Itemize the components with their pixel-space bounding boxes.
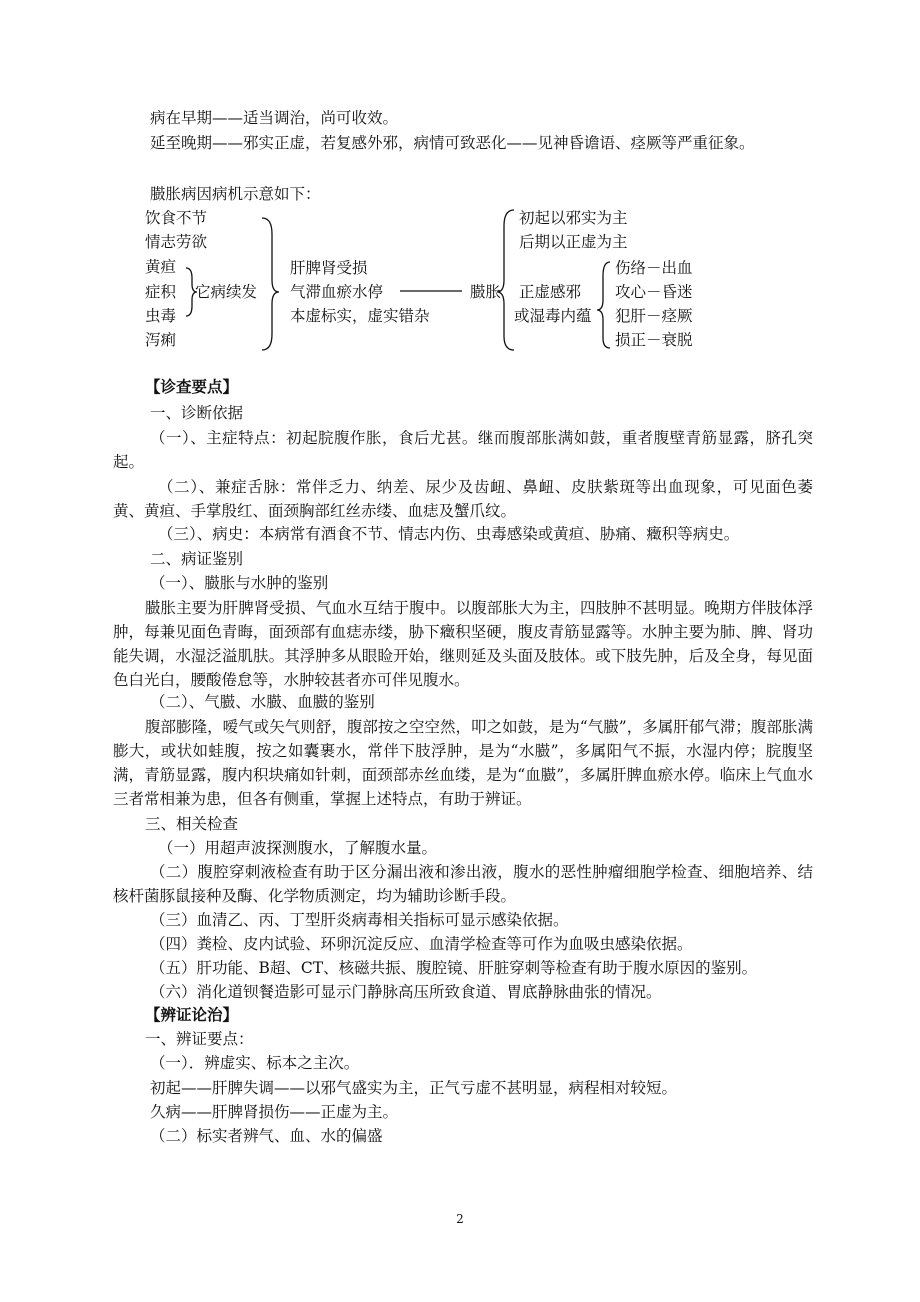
page-number: 2 [456,1212,464,1226]
diff2-title: （二）、气臌、水臌、血臌的鉴别 [150,693,375,711]
outcome-bleeding: 伤络－出血 [615,259,693,277]
disease-mass: 症积 [145,283,177,301]
treat-point-2: （二）标实者辨气、血、水的偏盛 [150,1127,383,1145]
test-item-5: （五）肝功能、B超、CT、核磁共振、腹腔镜、肝脏穿刺等检查有助于腹水原因的鉴别。 [150,959,758,977]
stage-early: 初起以邪实为主 [519,209,628,227]
treat-point-1: （一）．辨虚实、标本之主次。 [150,1054,360,1072]
diff-heading: 二、病证鉴别 [150,550,244,568]
brace-causes [262,218,279,350]
tongue-pulse-paragraph: （二）、兼症舌脉：常伴乏力、纳差、尿少及齿衄、鼻衄、皮肤紫斑等出血现象，可见面色萎黄、黄疸、手掌殷红、面颈胸部红丝赤缕、血痣及蟹爪纹。 [113,478,813,520]
outcome-coma: 攻心－昏迷 [615,283,693,301]
brace-stages [497,210,514,350]
complication-cause-2: 或湿毒内蕴 [514,307,592,325]
outcome-convulsion: 犯肝－痉厥 [615,307,693,325]
test-item-4: （四）粪检、皮内试验、环卵沉淀反应、血清学检查等可作为血吸虫感染依据。 [150,935,693,953]
intro-early-line: 病在早期——适当调治，尚可收效。 [150,109,399,127]
test-item-3: （三）血清乙、丙、丁型肝炎病毒相关指标可显示感染依据。 [150,911,569,929]
exam-heading: 【诊查要点】 [145,377,239,396]
diag-basis-heading: 一、诊断依据 [150,404,244,422]
mechanism-organ-damage: 肝脾肾受损 [290,259,368,277]
outcome-collapse: 损正－衰脱 [615,331,693,349]
mechanism-stagnation: 气滞血瘀水停 [290,283,384,301]
stage-late: 后期以正虚为主 [519,233,628,251]
diff1-title: （一）、臌胀与水肿的鉴别 [150,574,329,592]
history-line: （三）、病史：本病常有酒食不节、情志内伤、虫毒感染或黄疸、胁痛、癥积等病史。 [158,525,740,543]
diff2-paragraph: 腹部膨隆，嗳气或矢气则舒，腹部按之空空然，叩之如鼓，是为“气臌”，多属肝郁气滞；腹部胀满膨大，或状如蛙腹，按之如囊裹水，常伴下肢浮肿，是为“水臌”，多属阳气不振，水湿内停；脘腹坚满，青筋显露，腹内积块痛如针刺，面颈部赤丝血缕，是为“血臌”，多属肝脾血瘀水停。临床上气血水三者常相兼为患，但各有侧重，掌握上述特点，有助于辨证。 [113,718,813,808]
other-disease-label: 它病续发 [195,283,258,301]
disease-jaundice: 黄疸 [145,258,177,276]
treat-early-line: 初起——肝脾失调——以邪气盛实为主，正气亏虚不甚明显，病程相对较短。 [150,1079,678,1097]
diagram-braces [0,0,920,400]
treat-points-heading: 一、辨证要点： [145,1030,254,1048]
main-symptoms-paragraph: （一）、主症特点：初起脘腹作胀，食后尤甚。继而腹部胀满如鼓，重者腹壁青筋显露，脐孔突起。 [113,429,813,471]
related-tests-heading: 三、相关检查 [145,815,239,833]
disease-diarrhea: 泻痢 [145,331,177,349]
intro-late-line: 延至晚期——邪实正虚，若复感外邪，病情可致恶化——见神昏谵语、痉厥等严重征象。 [150,134,755,152]
treat-chronic-line: 久病——肝脾肾损伤——正虚为主。 [150,1103,399,1121]
cause-emotion: 情志劳欲 [145,233,208,251]
test-item-6: （六）消化道钡餐造影可显示门静脉高压所致食道、胃底静脉曲张的情况。 [150,983,662,1001]
treat-heading: 【辨证论治】 [145,1005,239,1024]
diff1-paragraph: 臌胀主要为肝脾肾受损、气血水互结于腹中。以腹部胀大为主，四肢肿不甚明显。晚期方伴肢体浮肿，每兼见面色青晦，面颈部有血痣赤缕，胁下癥积坚硬，腹皮青筋显露等。水肿主要为肺、脾、肾功能失调，水湿泛溢肌肤。其浮肿多从眼睑开始，继则延及头面及肢体。或下肢先肿，后及全身，每见面色白光白，腰酸倦怠等，水肿较甚者亦可伴见腹水。 [113,599,813,689]
brace-outcomes [597,262,610,348]
disease-label: 臌胀 [470,283,502,301]
brace-other-diseases [186,268,197,316]
disease-parasite: 虫毒 [145,307,177,325]
test-item-2: （二）腹腔穿刺液检查有助于区分漏出液和渗出液，腹水的恶性肿瘤细胞学检查、细胞培养、结核杆菌豚鼠接种及酶、化学物质测定，均为辅助诊断手段。 [113,863,813,905]
test-item-1: （一）用超声波探测腹水，了解腹水量。 [158,839,438,857]
complication-cause-1: 正虚感邪 [519,283,582,301]
diagram-title: 臌胀病因病机示意如下： [150,185,321,203]
mechanism-deficiency-excess: 本虚标实，虚实错杂 [290,307,430,325]
cause-diet: 饮食不节 [145,209,208,227]
